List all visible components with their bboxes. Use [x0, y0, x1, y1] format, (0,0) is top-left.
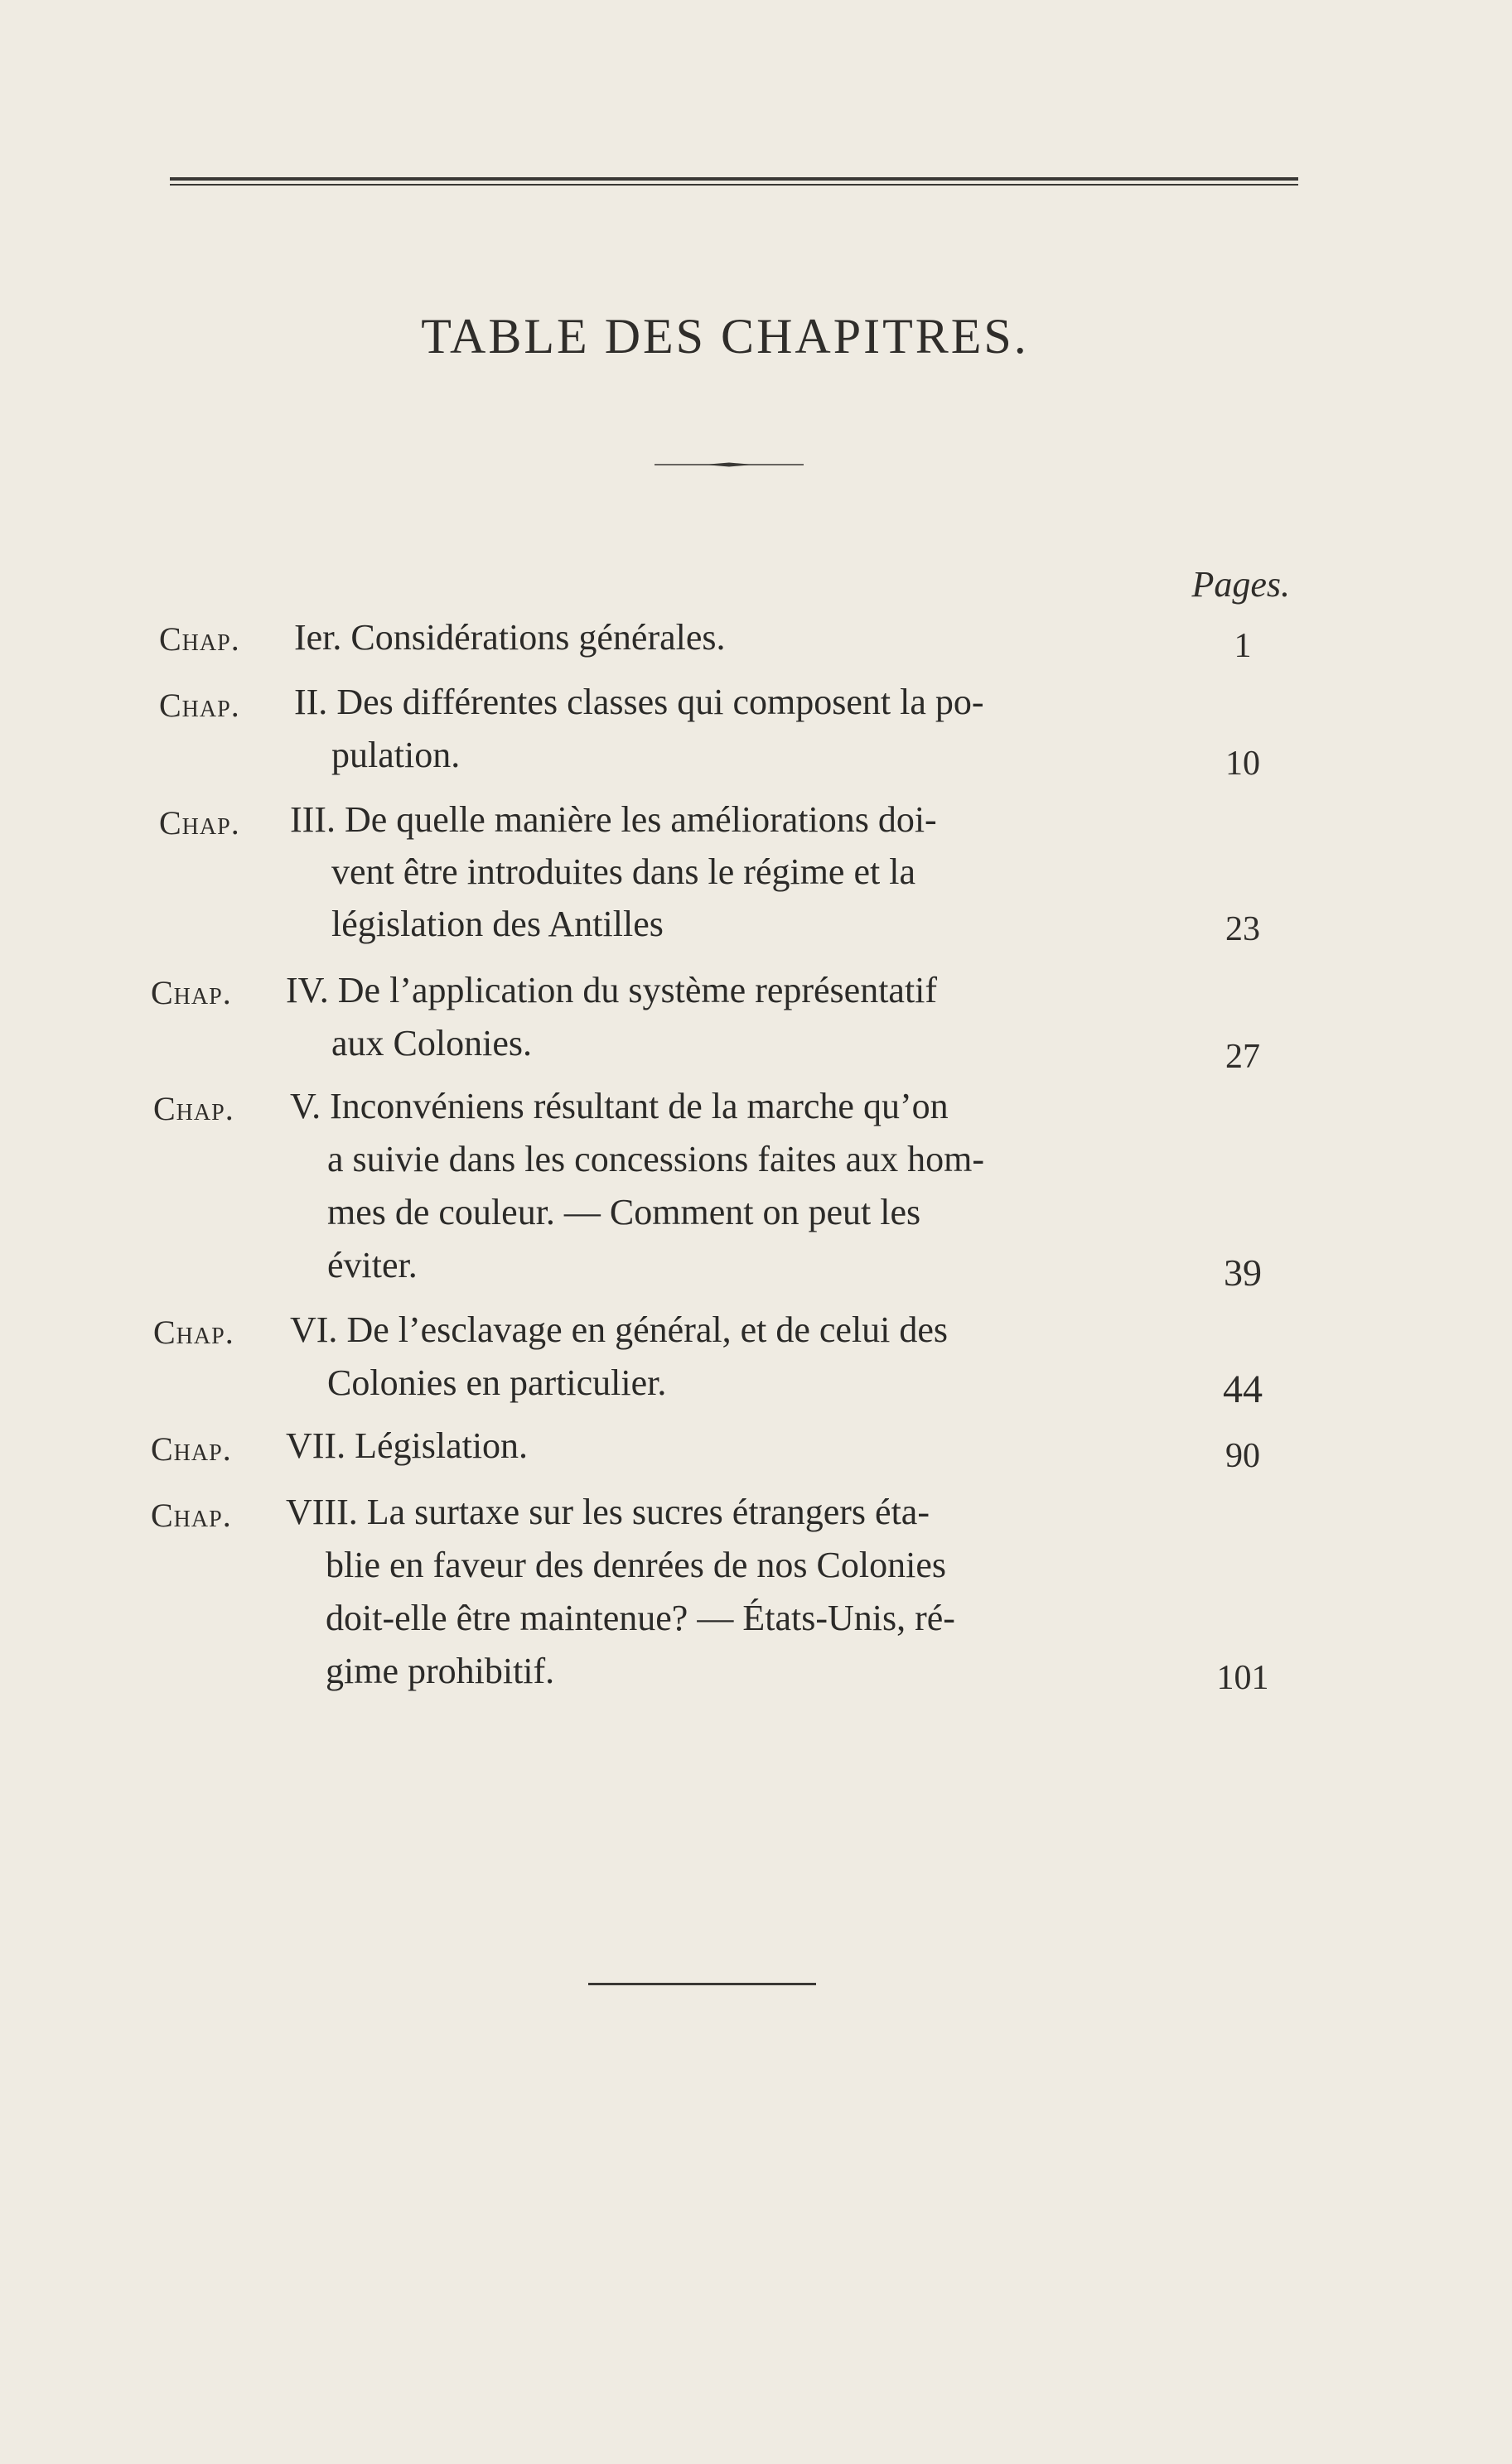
- entry-text: Inconvéniens résultant de la marche qu’on: [330, 1086, 949, 1126]
- page-number: 101: [1216, 1659, 1269, 1697]
- chapter-number: V.: [290, 1086, 321, 1126]
- entry-text: législation des Antilles: [331, 904, 664, 944]
- pages-column-heading: Pages.: [1191, 564, 1290, 605]
- page-number: 90: [1225, 1437, 1260, 1475]
- entry-text: pulation.: [331, 735, 461, 775]
- entry-text: aux Colonies.: [331, 1023, 532, 1063]
- chapter-number: II.: [294, 682, 328, 722]
- chapter-number: IV.: [286, 970, 329, 1010]
- chap-prefix: Chap.: [153, 1090, 234, 1127]
- chap-prefix: Chap.: [159, 804, 240, 841]
- entry-text: La surtaxe sur les sucres étrangers éta-: [366, 1492, 930, 1532]
- page-number: 1: [1234, 627, 1252, 665]
- chapter-number: III.: [290, 799, 336, 840]
- page-number: 39: [1224, 1251, 1262, 1294]
- chap-prefix: Chap.: [153, 1314, 234, 1351]
- entry-line: [290, 798, 937, 841]
- chapter-number: VII.: [286, 1425, 346, 1466]
- entry-line: [286, 1491, 930, 1533]
- chapter-number: Ier.: [294, 617, 342, 658]
- page-number: 10: [1225, 745, 1260, 783]
- entry-line: [286, 969, 937, 1011]
- chap-prefix: Chap.: [151, 1497, 232, 1534]
- entry-text: Colonies en particulier.: [327, 1362, 667, 1403]
- entry-text: a suivie dans les concessions faites aux hom-: [327, 1139, 985, 1179]
- entry-text: blie en faveur des denrées de nos Colonies: [326, 1545, 946, 1585]
- entry-text: mes de couleur. — Comment on peut les: [327, 1192, 921, 1232]
- page-number: 23: [1225, 910, 1260, 948]
- entry-line: [290, 1085, 949, 1127]
- chap-prefix: Chap.: [151, 1430, 232, 1468]
- bottom-rule: [588, 1983, 816, 1985]
- entry-line: [294, 616, 726, 658]
- entry-text: Législation.: [355, 1425, 529, 1466]
- entry-text: vent être introduites dans le régime et la: [331, 851, 915, 892]
- entry-text: gime prohibitif.: [326, 1651, 555, 1691]
- entry-text: De l’esclavage en général, et de celui des: [346, 1309, 949, 1350]
- entry-text: Considérations générales.: [350, 617, 726, 658]
- chap-prefix: Chap.: [159, 620, 240, 658]
- entry-line: [290, 1309, 948, 1351]
- page-title: TABLE DES CHAPITRES.: [421, 309, 1029, 364]
- chap-prefix: Chap.: [159, 687, 240, 724]
- entry-text: De l’application du système représentatif: [337, 970, 938, 1010]
- page-number: 27: [1225, 1038, 1260, 1076]
- entry-line: [286, 1425, 528, 1467]
- entry-text: De quelle manière les améliorations doi-: [344, 799, 937, 840]
- chapter-number: VIII.: [286, 1492, 358, 1532]
- entry-text: éviter.: [327, 1245, 418, 1285]
- chap-prefix: Chap.: [151, 974, 232, 1011]
- entry-text: doit-elle être maintenue? — États-Unis, ré-: [326, 1598, 955, 1638]
- entry-text: Des différentes classes qui composent la po-: [336, 682, 984, 722]
- chapter-number: VI.: [290, 1309, 338, 1350]
- entry-line: [294, 681, 984, 723]
- page-number: 44: [1223, 1367, 1263, 1411]
